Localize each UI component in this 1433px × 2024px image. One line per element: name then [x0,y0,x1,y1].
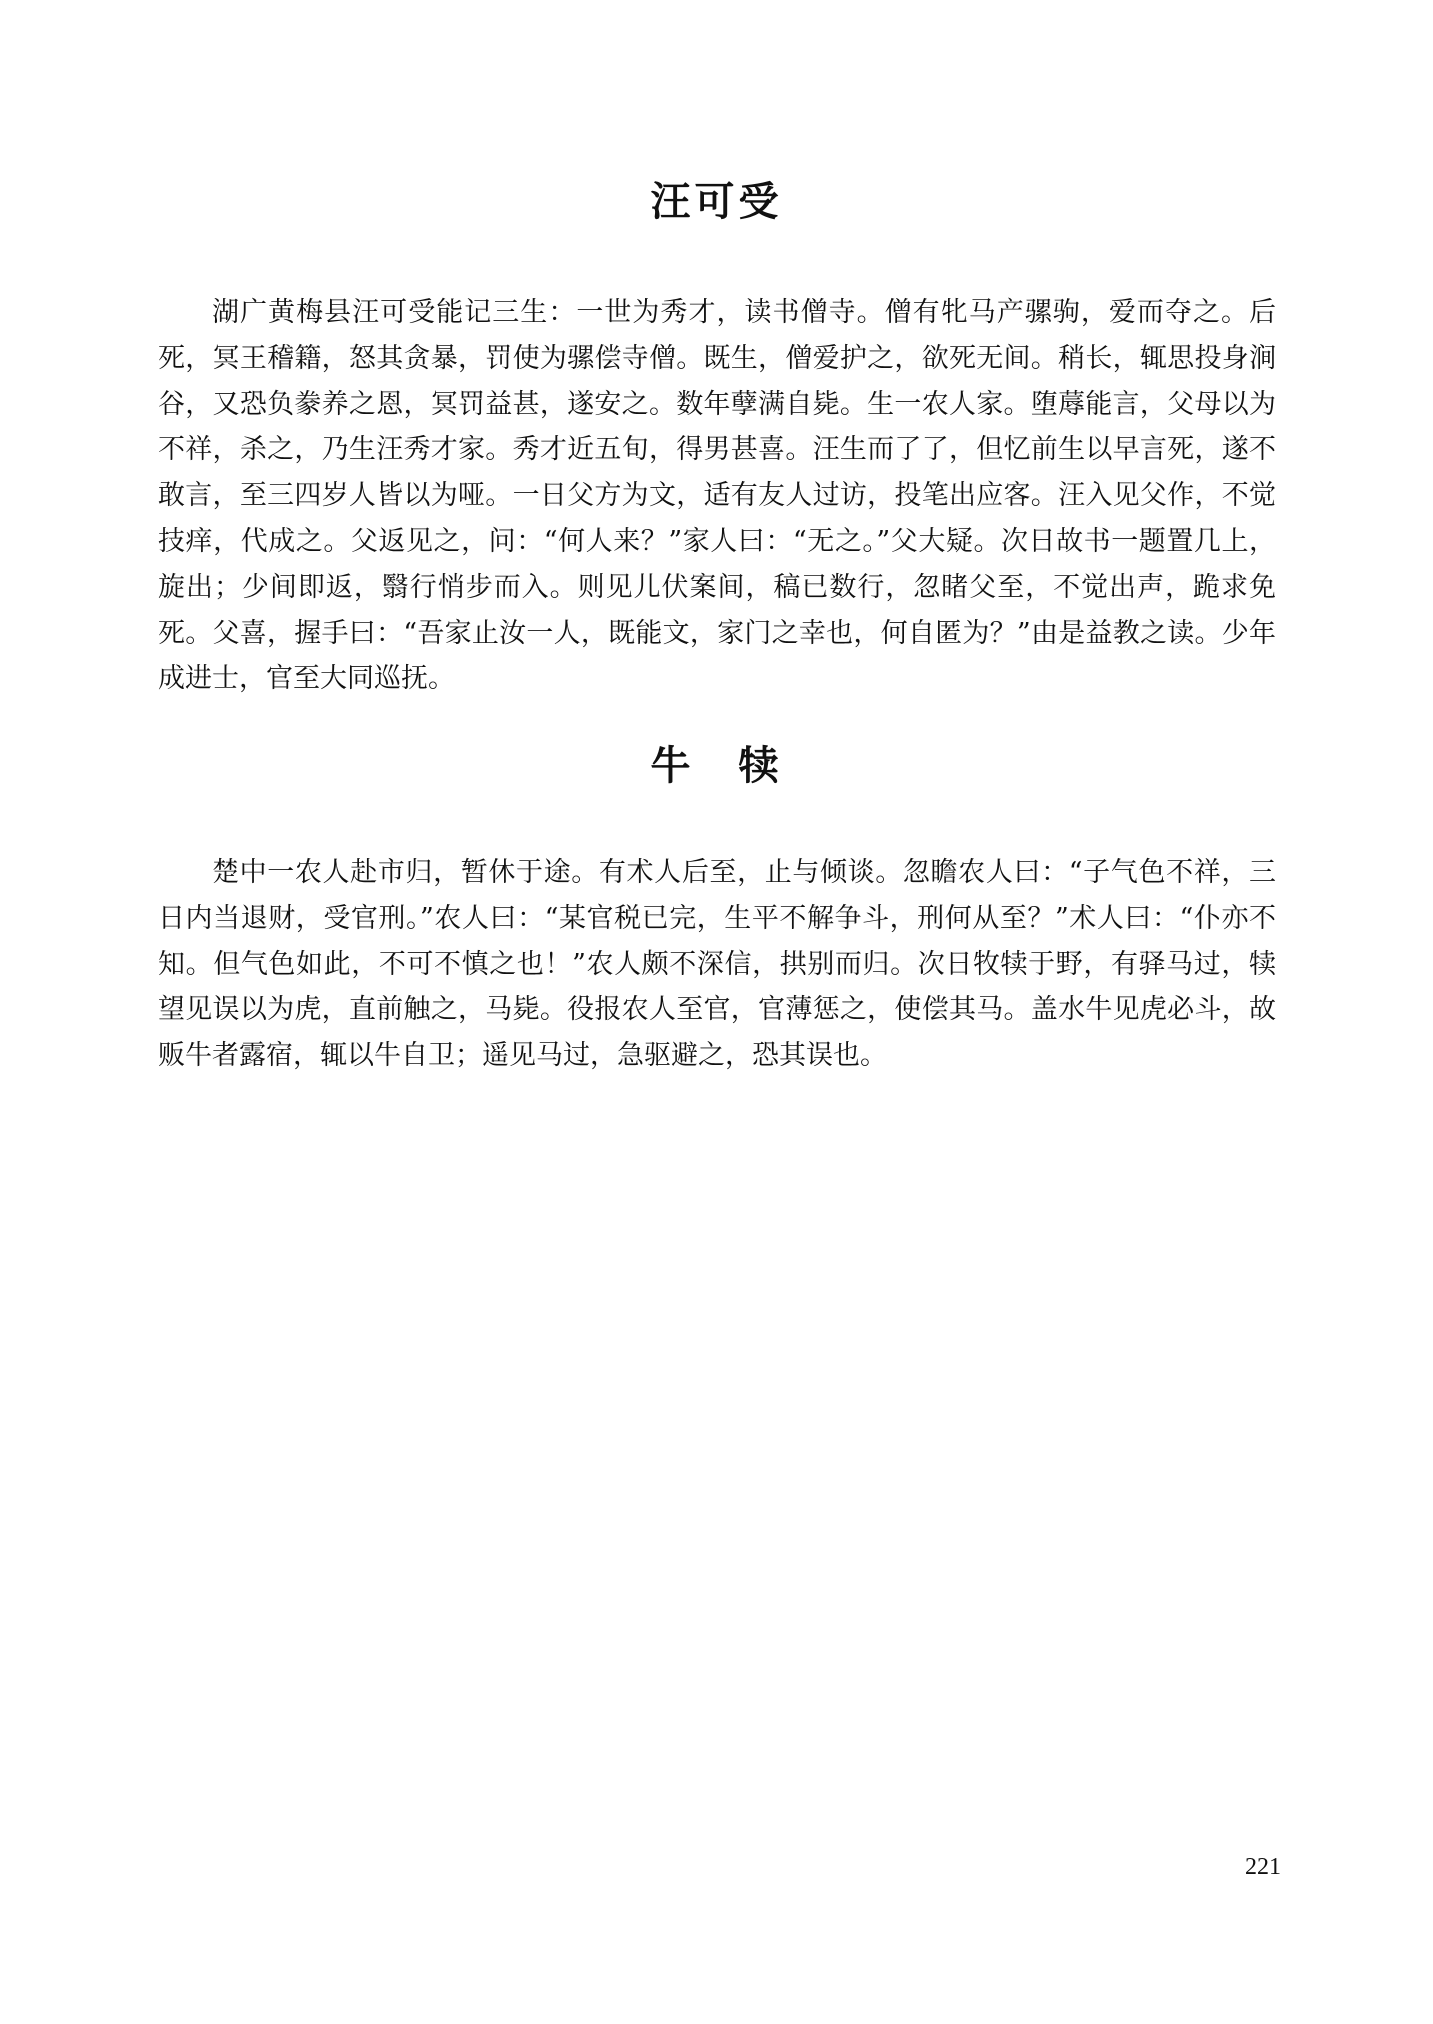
section-title: 汪可受 [650,179,783,225]
page-number: 221 [1245,1854,1281,1880]
section-title: 牛 犊 [650,743,783,789]
section-body: 湖广黄梅县汪可受能记三生：一世为秀才，读书僧寺。僧有牝马产骡驹，爱而夺之。后死，冥王稽籍，怒其贪暴，罚使为骡偿寺僧。既生，僧爱护之，欲死无间。稍长，辄思投身涧谷，又恐负豢养之恩，冥罚益甚，遂安之。数年孽满自毙。生一农人家。堕蓐能言，父母以为不祥，杀之，乃生汪秀才家。秀才近五旬，得男甚喜。汪生而了了，但忆前生以早言死，遂不敢言，至三四岁人皆以为哑。一日父方为文，适有友人过访，投笔出应客。汪入见父作，不觉技痒，代成之。父返见之，问：“何人来？”家人曰：“无之。”父大疑。次日故书一题置几上，旋出；少间即返，翳行悄步而入。则见儿伏案间，稿已数行，忽睹父至，不觉出声，跪求免死。父喜，握手曰：“吾家止汝一人，既能文，家门之幸也，何自匿为？”由是益教之读。少年成进士，官至大同巡抚。 [158,297,1276,695]
section-body: 楚中一农人赴市归，暂休于途。有术人后至，止与倾谈。忽瞻农人曰：“子气色不祥，三日内当退财，受官刑。”农人曰：“某官税已完，生平不解争斗，刑何从至？”术人曰：“仆亦不知。但气色如此，不可不慎之也！”农人颇不深信，拱别而归。次日牧犊于野，有驿马过，犊望见误以为虎，直前触之，马毙。役报农人至官，官薄惩之，使偿其马。盖水牛见虎必斗，故贩牛者露宿，辄以牛自卫；遥见马过，急驱避之，恐其误也。 [158,857,1276,1072]
